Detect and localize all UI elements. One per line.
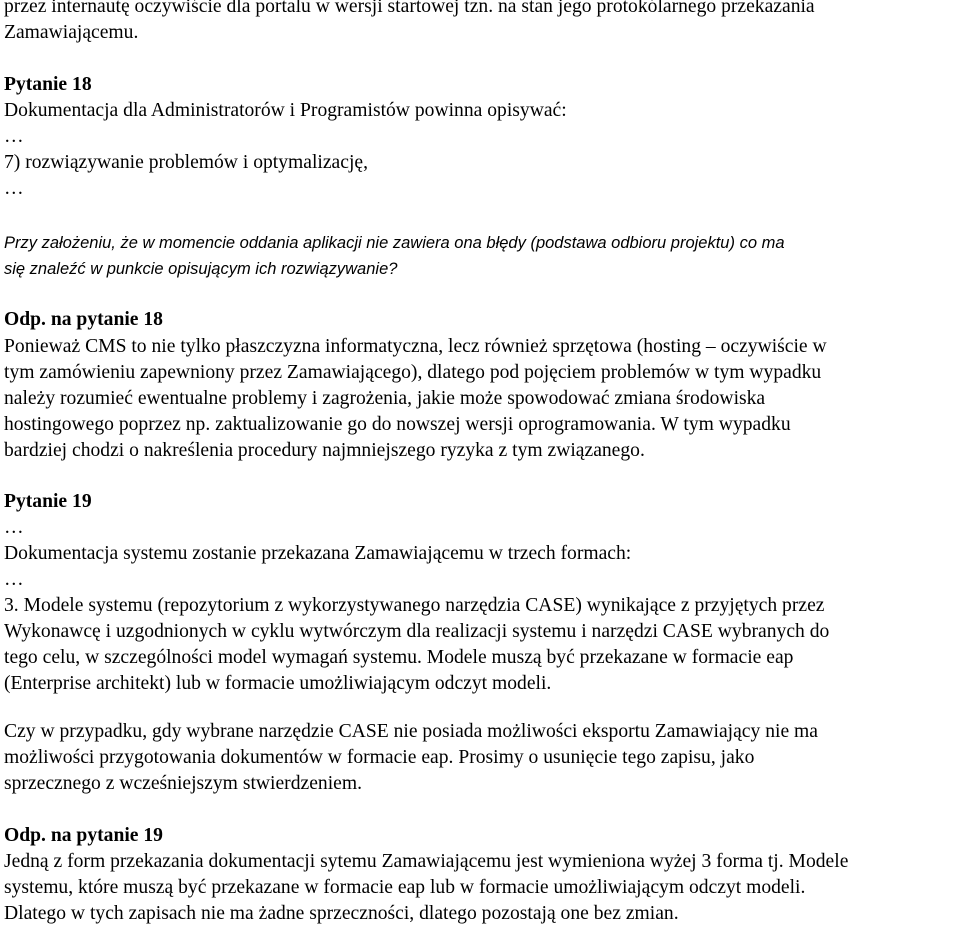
answer-18-line: bardziej chodzi o nakreślenia procedury najmniejszego ryzyka z tym związanego. <box>4 440 645 461</box>
question-18-item-7: 7) rozwiązywanie problemów i optymalizację, <box>4 152 368 173</box>
question-19-query-line: sprzecznego z wcześniejszym stwierdzeniem. <box>4 773 362 794</box>
answer-19-line: Jedną z form przekazania dokumentacji sytemu Zamawiającemu jest wymieniona wyżej 3 forma tj. Modele <box>4 851 849 872</box>
intro-line-2: Zamawiającemu. <box>4 22 139 43</box>
answer-18-line: Ponieważ CMS to nie tylko płaszczyzna informatyczna, lecz również sprzętowa (hosting – oczywiście w <box>4 336 827 357</box>
answer-18-heading: Odp. na pytanie 18 <box>4 309 163 330</box>
question-19-query-line: Czy w przypadku, gdy wybrane narzędzie CASE nie posiada możliwości eksportu Zamawiający nie ma <box>4 721 818 742</box>
question-18-ellipsis-1: … <box>4 126 24 147</box>
question-18-query-line-2: się znaleźć w punkcie opisującym ich rozwiązywanie? <box>4 260 398 278</box>
question-19-line-1: Dokumentacja systemu zostanie przekazana Zamawiającemu w trzech formach: <box>4 543 632 564</box>
answer-19-heading: Odp. na pytanie 19 <box>4 825 163 846</box>
question-19-item-3-line: tego celu, w szczególności model wymagań systemu. Modele muszą być przekazane w formacie eap <box>4 647 794 668</box>
question-18-heading: Pytanie 18 <box>4 74 92 95</box>
question-19-query-line: możliwości przygotowania dokumentów w formacie eap. Prosimy o usunięcie tego zapisu, jako <box>4 747 755 768</box>
answer-18-line: tym zamówieniu zapewniony przez Zamawiającego), dlatego pod pojęciem problemów w tym wypadku <box>4 362 822 383</box>
question-18-line-1: Dokumentacja dla Administratorów i Programistów powinna opisywać: <box>4 100 567 121</box>
question-18-ellipsis-2: … <box>4 178 24 199</box>
answer-18-line: hostingowego poprzez np. zaktualizowanie go do nowszej wersji oprogramowania. W tym wypadku <box>4 414 791 435</box>
question-19-item-3-line: 3. Modele systemu (repozytorium z wykorzystywanego narzędzia CASE) wynikające z przyjętych przez <box>4 595 825 616</box>
question-19-item-3-line: (Enterprise architekt) lub w formacie umożliwiającym odczyt modeli. <box>4 673 552 694</box>
question-19-heading: Pytanie 19 <box>4 491 92 512</box>
question-19-ellipsis-1: … <box>4 517 24 538</box>
intro-line-1: przez internautę oczywiście dla portalu w wersji startowej tzn. na stan jego protokólarnego przekazania <box>4 0 815 17</box>
question-18-query-line-1: Przy założeniu, że w momencie oddania aplikacji nie zawiera ona błędy (podstawa odbioru projektu) co ma <box>4 234 785 252</box>
question-19-item-3-line: Wykonawcę i uzgodnionych w cyklu wytwórczym dla realizacji systemu i narzędzi CASE wybranych do <box>4 621 830 642</box>
question-19-ellipsis-2: … <box>4 569 24 590</box>
answer-19-line: systemu, które muszą być przekazane w formacie eap lub w formacie umożliwiającym odczyt modeli. <box>4 877 806 898</box>
answer-18-line: należy rozumieć ewentualne problemy i zagrożenia, jakie może spowodować zmiana środowiska <box>4 388 766 409</box>
answer-19-line: Dlatego w tych zapisach nie ma żadne sprzeczności, dlatego pozostają one bez zmian. <box>4 903 679 924</box>
